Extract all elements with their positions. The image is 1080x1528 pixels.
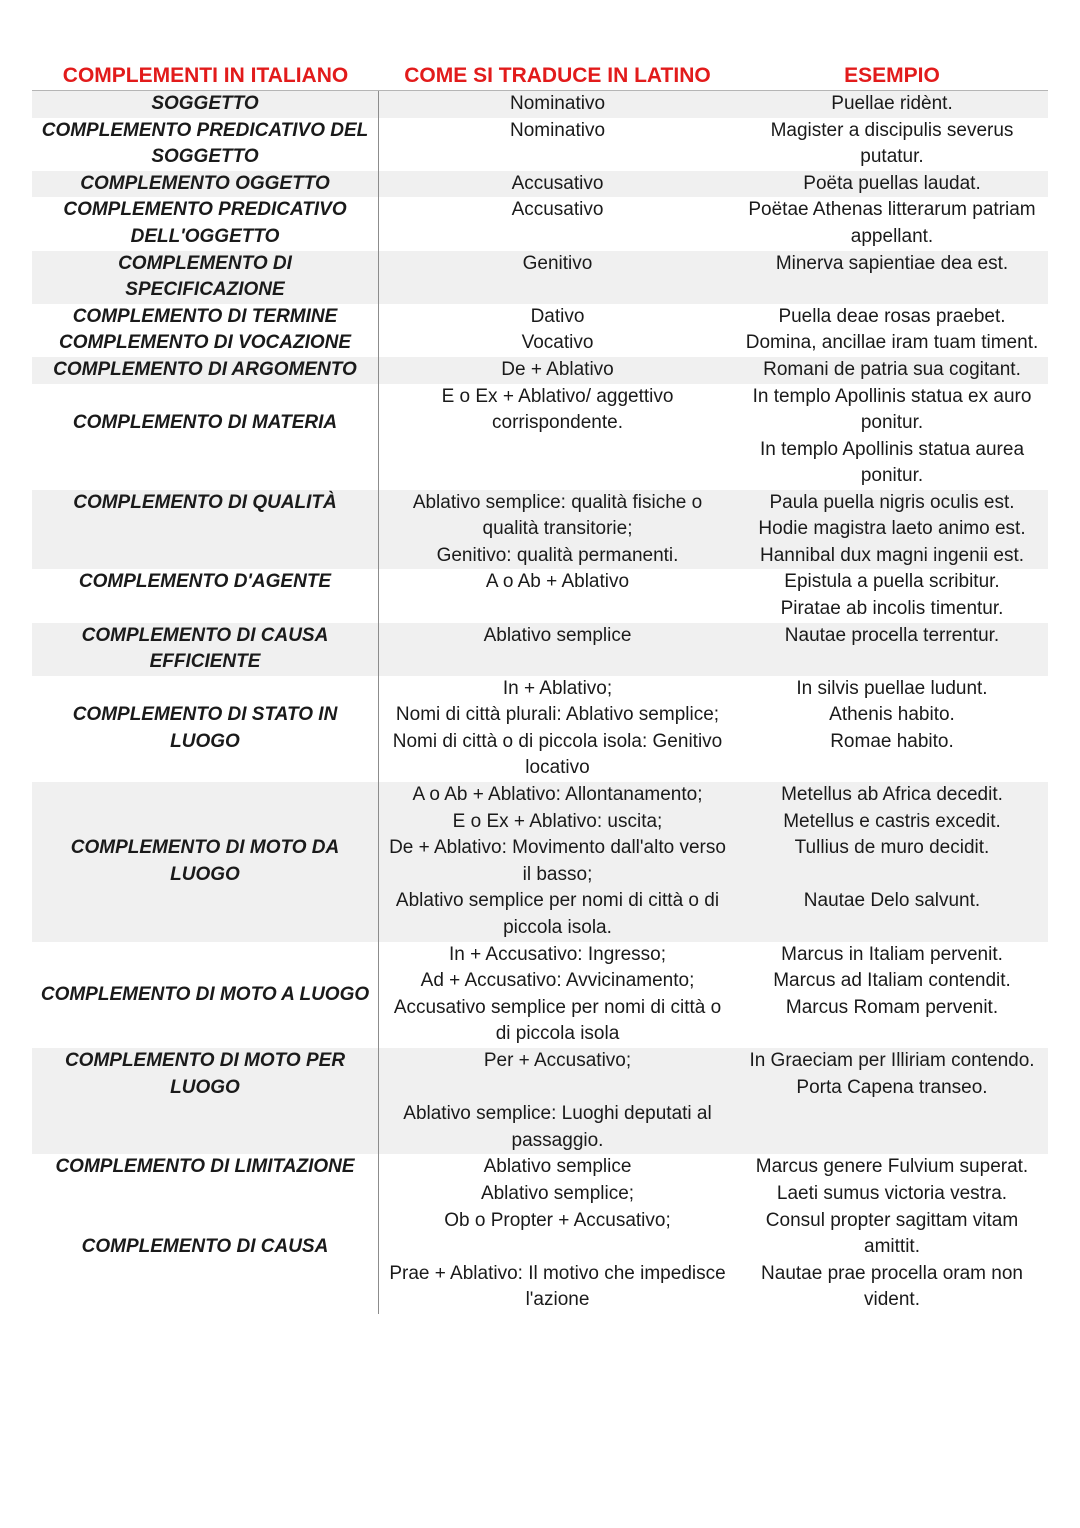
example-line: Consul propter sagittam vitam amittit. — [765, 1209, 1019, 1258]
table-row — [32, 782, 1048, 942]
complement-name: COMPLEMENTO OGGETTO — [32, 171, 379, 198]
table-row — [32, 91, 1048, 118]
example-line: Piratae ab incolis timentur. — [780, 597, 1004, 619]
example — [736, 171, 1048, 198]
table-row — [32, 330, 1048, 357]
table-row — [32, 623, 1048, 676]
example — [736, 357, 1048, 384]
header-traduzione: COME SI TRADUCE IN LATINO — [404, 64, 711, 87]
example — [736, 1048, 1048, 1154]
complement-name: COMPLEMENTO DI MATERIA — [32, 384, 379, 490]
table-row — [32, 251, 1048, 304]
table-row — [32, 357, 1048, 384]
example — [736, 304, 1048, 331]
complement-name: SOGGETTO — [32, 91, 379, 118]
example-line: Marcus Romam pervenit. — [785, 996, 999, 1018]
complement-name: COMPLEMENTO DI MOTO PER LUOGO — [32, 1048, 379, 1154]
example — [736, 782, 1048, 942]
complement-name: COMPLEMENTO DI MOTO A LUOGO — [32, 942, 379, 1048]
complement-name: COMPLEMENTO PREDICATIVO DELL'OGGETTO — [32, 197, 379, 250]
example-line: Romani de patria sua cogitant. — [763, 358, 1021, 380]
example-line: In silvis puellae ludunt. — [796, 677, 988, 699]
table-row — [32, 1154, 1048, 1181]
example-line: Paula puella nigris oculis est. — [769, 491, 1015, 513]
latin-translation: Vocativo — [521, 332, 594, 354]
latin-translation: Dativo — [530, 305, 585, 327]
header-esempio: ESEMPIO — [844, 64, 940, 87]
latin-translation: Nominativo — [509, 93, 606, 114]
complement-name: COMPLEMENTO DI TERMINE — [32, 304, 379, 331]
example-line: Minerva sapientiae dea est. — [775, 252, 1009, 274]
latin-translation: Ablativo semplice — [483, 1156, 632, 1178]
header-complementi: COMPLEMENTI IN ITALIANO — [62, 64, 349, 87]
example-line: Nautae prae procella oram non vident. — [761, 1262, 1023, 1311]
table-row — [32, 197, 1048, 250]
complement-name: COMPLEMENTO DI ARGOMENTO — [32, 357, 379, 384]
latin-translation: Accusativo — [511, 172, 604, 194]
complement-name: COMPLEMENTO DI CAUSA — [32, 1181, 379, 1314]
example — [736, 118, 1048, 171]
table-row — [32, 490, 1048, 570]
table-row — [32, 676, 1048, 782]
example-line: Porta Capena transeo. — [796, 1076, 988, 1098]
table-row — [32, 384, 1048, 490]
table-row — [32, 569, 1048, 622]
table-row — [32, 304, 1048, 331]
example-line: Puellae ridènt. — [831, 93, 953, 114]
example-line: Athenis habito. — [829, 704, 955, 726]
complement-name: COMPLEMENTO DI STATO IN LUOGO — [32, 676, 379, 782]
example-line: Nautae Delo salvunt. — [803, 890, 981, 912]
example — [736, 1154, 1048, 1181]
example-line: Marcus ad Italiam contendit. — [773, 970, 1011, 992]
latin-translation: Nominativo — [509, 119, 606, 141]
complement-name: COMPLEMENTO PREDICATIVO DEL SOGGETTO — [32, 118, 379, 171]
example — [736, 384, 1048, 490]
example-line: Poëta puellas laudat. — [803, 172, 981, 194]
example-line: Domina, ancillae iram tuam timent. — [745, 332, 1039, 354]
latin-translation: Ablativo semplice — [483, 624, 632, 646]
example-line: Metellus e castris excedit. — [783, 810, 1001, 832]
example-line: Nautae procella terrentur. — [784, 624, 1000, 646]
example — [736, 569, 1048, 622]
grammar-table — [32, 62, 1048, 1314]
table-row — [32, 942, 1048, 1048]
example — [736, 1181, 1048, 1314]
latin-translation: De + Ablativo — [501, 358, 614, 380]
example-line: Poëtae Athenas litterarum patriam appellant. — [748, 199, 1036, 247]
example — [736, 623, 1048, 676]
example-line: In Graeciam per Illiriam contendo. — [749, 1050, 1035, 1071]
table-header — [32, 62, 1048, 91]
example — [736, 490, 1048, 570]
example-line: Hannibal dux magni ingenii est. — [759, 544, 1025, 566]
table-row — [32, 1181, 1048, 1314]
example — [736, 330, 1048, 357]
table-row — [32, 1048, 1048, 1154]
latin-translation: A o Ab + Ablativo — [485, 571, 630, 593]
example-line: Marcus in Italiam pervenit. — [781, 943, 1003, 965]
example-line: Metellus ab Africa decedit. — [781, 784, 1003, 806]
example-line: Hodie magistra laeto animo est. — [758, 518, 1026, 540]
example-line: Tullius de muro decidit. — [794, 837, 990, 859]
table-row — [32, 118, 1048, 171]
example — [736, 676, 1048, 782]
example — [736, 251, 1048, 304]
latin-translation: Per + Accusativo; Ablativo semplice: Luoghi deputati al passaggio. — [403, 1050, 712, 1151]
example-line: Magister a discipulis severus putatur. — [770, 119, 1014, 168]
example — [736, 942, 1048, 1048]
complement-name: COMPLEMENTO DI SPECIFICAZIONE — [32, 251, 379, 304]
latin-translation: Ablativo semplice; Ob o Propter + Accusativo; Prae + Ablativo: Il motivo che impedisce l'azione — [389, 1182, 726, 1311]
complement-name: COMPLEMENTO DI VOCAZIONE — [32, 330, 379, 357]
latin-translation: E o Ex + Ablativo/ aggettivo corrispondente. — [441, 385, 674, 434]
example-line: Puella deae rosas praebet. — [778, 305, 1006, 327]
complement-name: COMPLEMENTO DI CAUSA EFFICIENTE — [32, 623, 379, 676]
example-line: In templo Apollinis statua ex auro ponitur. — [752, 385, 1032, 434]
latin-translation: Accusativo — [511, 199, 604, 221]
latin-translation: Genitivo — [522, 252, 593, 274]
complement-name: COMPLEMENTO D'AGENTE — [32, 569, 379, 622]
example-line: Laeti sumus victoria vestra. — [776, 1182, 1008, 1204]
table-row — [32, 171, 1048, 198]
complement-name: COMPLEMENTO DI MOTO DA LUOGO — [32, 782, 379, 942]
latin-translation: In + Ablativo; Nomi di città plurali: Ablativo semplice; Nomi di città o di piccola isola: Genitivo locativo — [392, 677, 723, 779]
example-line: Romae habito. — [830, 730, 954, 752]
latin-translation: A o Ab + Ablativo: Allontanamento; E o Ex + Ablativo: uscita; De + Ablativo: Movimento dall'alto verso il basso; Ablativo semplice per nomi di città o di piccola isola. — [389, 784, 726, 939]
complement-name: COMPLEMENTO DI QUALITÀ — [32, 490, 379, 570]
example — [736, 197, 1048, 250]
latin-translation: Ablativo semplice: qualità fisiche o qualità transitorie; Genitivo: qualità permanenti. — [412, 491, 703, 566]
example — [736, 91, 1048, 118]
example-line: Epistula a puella scribitur. — [784, 571, 1000, 593]
example-line: In templo Apollinis statua aurea ponitur. — [759, 438, 1025, 487]
complement-name: COMPLEMENTO DI LIMITAZIONE — [32, 1154, 379, 1181]
example-line: Marcus genere Fulvium superat. — [755, 1156, 1029, 1178]
latin-translation: In + Accusativo: Ingresso; Ad + Accusativo: Avvicinamento; Accusativo semplice per nomi di città o di piccola isola — [393, 943, 722, 1045]
